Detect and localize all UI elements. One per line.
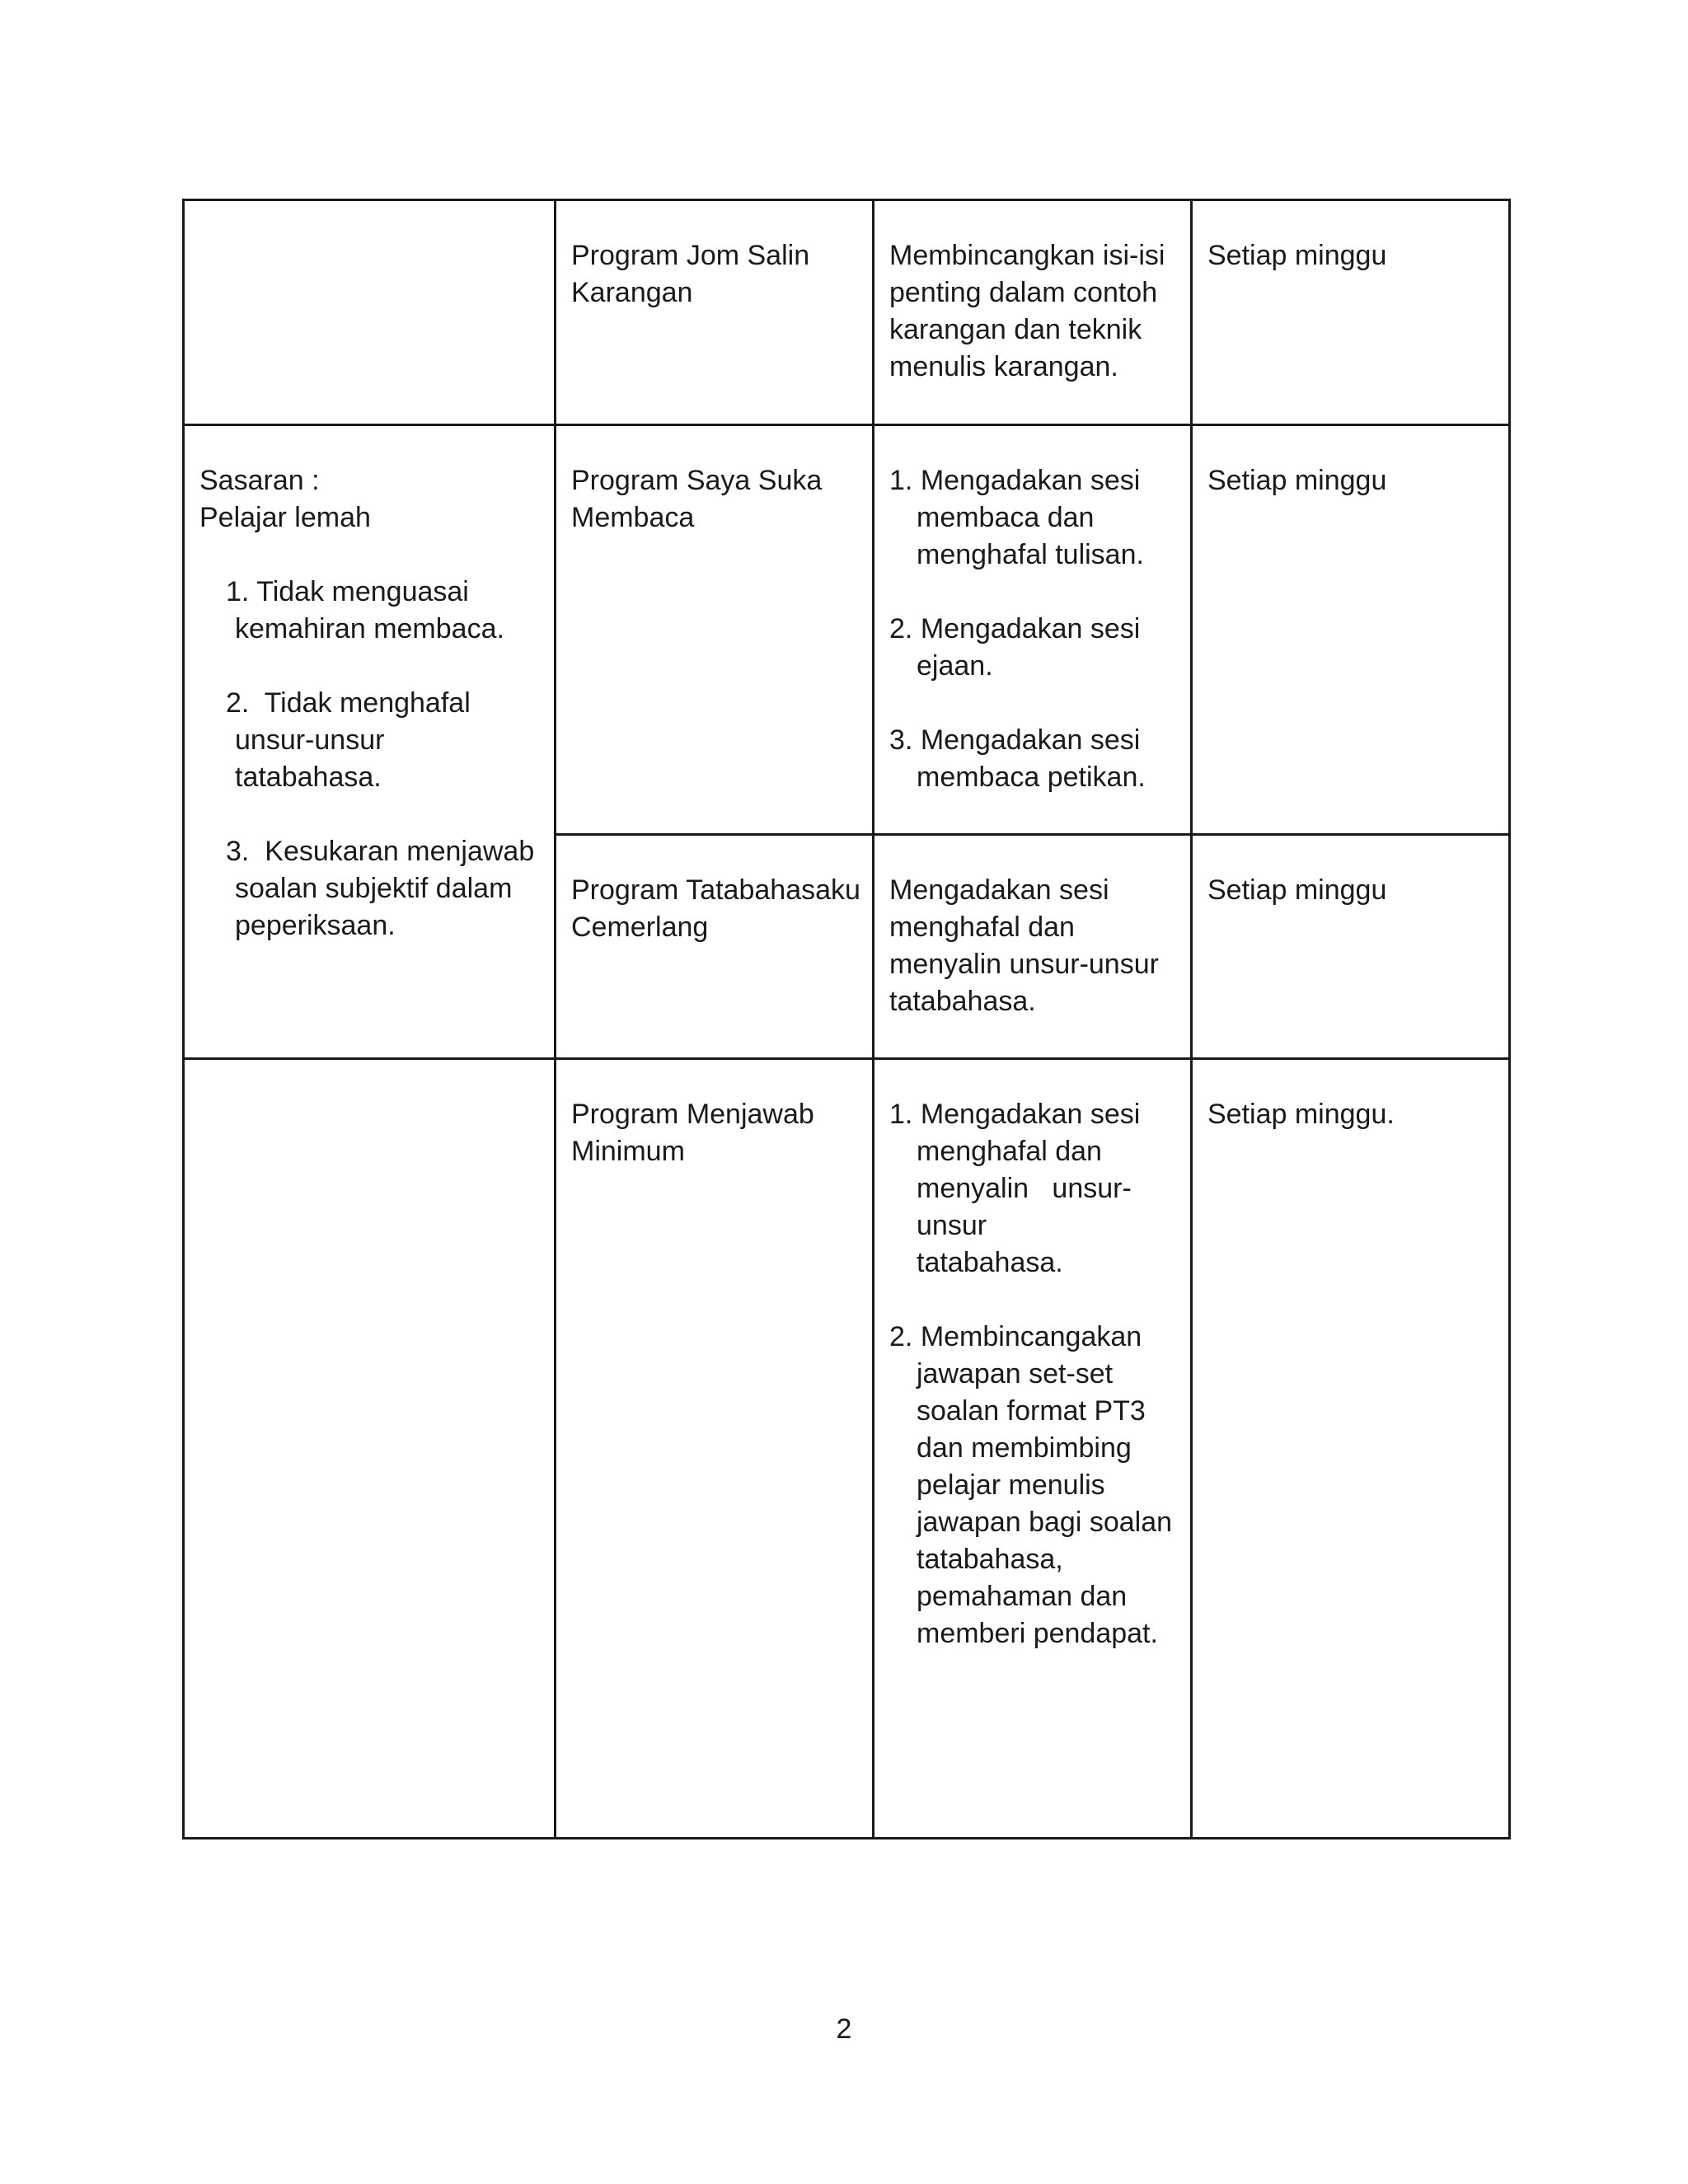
- activity-item: 2. Membincangakan: [889, 1321, 1142, 1352]
- program-name-line: Membaca: [571, 502, 695, 533]
- activity-line: memberi pendapat.: [917, 1618, 1158, 1649]
- activity-item: 3. Mengadakan sesi: [889, 724, 1141, 756]
- activity-line: menghafal dan: [917, 1136, 1102, 1167]
- target-heading: Sasaran :: [199, 465, 320, 496]
- table-row: [184, 1059, 1510, 1839]
- frequency-text: Setiap minggu: [1207, 874, 1387, 906]
- target-cell-empty: [184, 200, 556, 425]
- activity-line: Mengadakan sesi: [889, 874, 1109, 906]
- frequency-cell: [1192, 425, 1510, 835]
- target-item-line: unsur-unsur: [235, 724, 385, 756]
- activity-line: tatabahasa.: [889, 986, 1036, 1017]
- table-row: [184, 425, 1510, 835]
- target-item-line: soalan subjektif dalam: [235, 873, 513, 904]
- activity-line: soalan format PT3: [917, 1395, 1146, 1427]
- activity-line: jawapan bagi soalan: [917, 1507, 1173, 1538]
- activity-line: menulis karangan.: [889, 351, 1118, 382]
- program-name-line: Minimum: [571, 1136, 685, 1167]
- program-name-line: Program Jom Salin: [571, 240, 810, 271]
- activity-item: 1. Mengadakan sesi: [889, 1099, 1141, 1130]
- program-table: [182, 199, 1511, 1840]
- program-name-line: Program Menjawab: [571, 1099, 814, 1130]
- program-name-line: Program Saya Suka: [571, 465, 823, 496]
- activity-cell: [874, 425, 1192, 835]
- activity-line: ejaan.: [917, 650, 993, 682]
- activity-cell: [874, 200, 1192, 425]
- activity-item: 1. Mengadakan sesi: [889, 465, 1141, 496]
- frequency-cell: [1192, 835, 1510, 1059]
- frequency-cell: [1192, 200, 1510, 425]
- activity-cell: [874, 835, 1192, 1059]
- frequency-text: Setiap minggu.: [1207, 1099, 1395, 1130]
- frequency-text: Setiap minggu: [1207, 465, 1387, 496]
- program-name-line: Karangan: [571, 277, 693, 308]
- program-cell: [556, 835, 874, 1059]
- target-item-line: peperiksaan.: [235, 910, 396, 941]
- page-number: 2: [836, 2013, 852, 2045]
- target-item: 3. Kesukaran menjawab: [226, 836, 535, 867]
- activity-item: 2. Mengadakan sesi: [889, 613, 1141, 644]
- activity-line: pelajar menulis: [917, 1469, 1105, 1501]
- activity-line: Membincangkan isi-isi: [889, 240, 1165, 271]
- frequency-text: Setiap minggu: [1207, 240, 1387, 271]
- program-cell: [556, 200, 874, 425]
- activity-line: dan membimbing: [917, 1432, 1132, 1464]
- program-cell: [556, 425, 874, 835]
- target-cell-empty: [184, 1059, 556, 1839]
- activity-line: tatabahasa,: [917, 1544, 1063, 1575]
- target-item: 1. Tidak menguasai: [226, 576, 469, 607]
- activity-line: menyalin unsur-: [917, 1173, 1132, 1204]
- frequency-cell: [1192, 1059, 1510, 1839]
- target-cell: [184, 425, 556, 1059]
- activity-line: membaca dan: [917, 502, 1095, 533]
- activity-line: pemahaman dan: [917, 1581, 1128, 1612]
- activity-line: membaca petikan.: [917, 762, 1146, 793]
- activity-line: menyalin unsur-unsur: [889, 949, 1159, 980]
- program-name-line: Cemerlang: [571, 912, 709, 943]
- target-item: 2. Tidak menghafal: [226, 687, 471, 719]
- activity-cell: [874, 1059, 1192, 1839]
- activity-line: menghafal tulisan.: [917, 539, 1144, 570]
- activity-line: karangan dan teknik: [889, 314, 1142, 345]
- table-row: [184, 200, 1510, 425]
- activity-line: jawapan set-set: [917, 1358, 1114, 1390]
- activity-line: unsur: [917, 1210, 987, 1241]
- target-group: Pelajar lemah: [199, 502, 371, 533]
- activity-line: penting dalam contoh: [889, 277, 1158, 308]
- target-item-line: tatabahasa.: [235, 762, 382, 793]
- program-cell: [556, 1059, 874, 1839]
- target-item-line: kemahiran membaca.: [235, 613, 504, 644]
- program-name-line: Program Tatabahasaku: [571, 874, 860, 906]
- activity-line: tatabahasa.: [917, 1247, 1063, 1278]
- activity-line: menghafal dan: [889, 912, 1075, 943]
